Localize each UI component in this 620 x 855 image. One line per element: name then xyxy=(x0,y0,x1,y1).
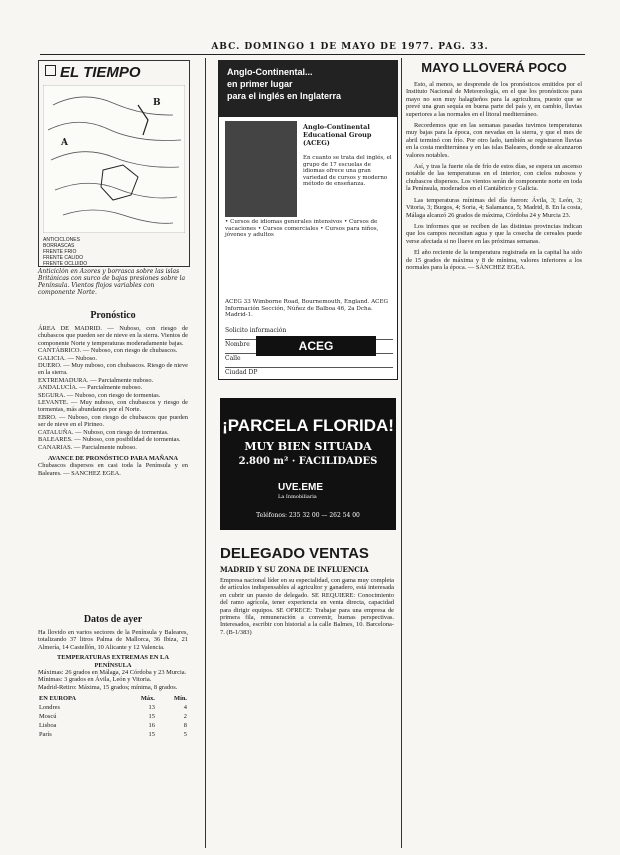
sales-ad xyxy=(218,545,396,830)
article-paragraph: Esto, al menos, se desprende de los pronósticos emitidos por el Instituto Nacional de Meteorología, en el que los pronósticos para mayo no son muy halagüeños para la agricultura, puesto que se prevé una gran sequía en buena parte del país y, en cambio, lluvias superiores a las normales en el litoral mediterráneo. xyxy=(406,81,582,118)
table-row: Lisboa 16 8 xyxy=(39,722,187,730)
parcela-ad-title: ¡PARCELA FLORIDA! xyxy=(222,416,394,435)
europe-table xyxy=(38,694,188,739)
legend-item: ANTICICLONES xyxy=(43,237,80,243)
column-rule-1 xyxy=(205,58,206,848)
article-title: MAYO LLOVERÁ POCO xyxy=(421,60,567,75)
aceg-ad-bullets: • Cursos de idiomas generales intensivos • Cursos de vacaciones • Cursos comerciales • Cursos para niños, jóvenes y adultos xyxy=(225,219,379,239)
page-header: ABC. DOMINGO 1 DE MAYO DE 1977. PAG. 33. xyxy=(211,42,489,52)
table-row: Londres 13 4 xyxy=(39,704,187,712)
temperatures-title: TEMPERATURAS EXTREMAS EN LA PENÍNSULA xyxy=(57,654,169,669)
legend-item: FRENTE FRIO xyxy=(43,249,77,255)
aceg-ad-title: para el inglés en Inglaterra xyxy=(227,91,342,101)
parcela-ad-tagline: La Inmobiliaria xyxy=(278,494,317,500)
weather-legend xyxy=(43,237,185,267)
article-paragraph: Así, y tras la fuerte ola de frío de estos días, se espera un ascenso notable de las temperaturas en el interior, con cielos nubosos y chubascos dispersos. Los vientos serán de componente norte en toda la Península, moderados en el Cantábrico y Galicia. xyxy=(406,163,582,193)
forecast-item: EXTREMADURA. — Parcialmente nuboso. xyxy=(38,376,154,384)
weather-caption: Anticiclón en Azores y borrasca sobre las islas Británicas con surco de bajas presiones sobre la Península. Vientos flojos variables con componente Norte. xyxy=(38,268,186,296)
legend-item: BORRASCAS xyxy=(43,243,75,249)
forecast-item: EBRO. — Nuboso, con riesgo de chubascos que pueden ser de nieve en el Pirineo. xyxy=(38,413,188,429)
aceg-ad-address: ACEG 33 Wimborne Road, Bournemouth, England. ACEG Información Sección, Núñez de Balboa 46, 2a Dcha. Madrid-1. xyxy=(225,299,389,319)
forecast-item: ANDALUCÍA. — Parcialmente nuboso. xyxy=(38,384,143,392)
aceg-form-row: Solicito información xyxy=(225,327,393,340)
aceg-ad-banner xyxy=(219,61,397,117)
sales-ad-subtitle: MADRID Y SU ZONA DE INFLUENCIA xyxy=(220,565,369,574)
article-paragraph: El año reciente de la temperatura registrada en la capital ha sido de 15 grados de máxima y 8 de mínima, valores inferiores a los normales para la época. — SÁNCHEZ EGEA. xyxy=(406,249,582,271)
temperatures-max: Máximas: 26 grados en Málaga, 24 Córdoba y 23 Murcia. xyxy=(38,669,187,677)
yesterday-section xyxy=(38,614,188,739)
advance-forecast-text: Chubascos dispersos en casi toda la Península y en Baleares. — SANCHEZ EGEA. xyxy=(38,462,188,477)
svg-text:A: A xyxy=(61,138,68,148)
legend-item: FRENTE CALIDO xyxy=(43,255,84,261)
forecast-item: CANTÁBRICO. — Nuboso, con riesgo de chubascos. xyxy=(38,347,178,355)
aceg-form-row: Nombre xyxy=(225,341,393,354)
temperatures-min: Mínimas: 3 grados en Ávila, León y Vitoria. xyxy=(38,676,152,684)
article-paragraph: Los informes que se reciben de las distintas provincias indican que los campos necesitan agua y que la cosecha de cereales puede verse afectada si no llueve en las próximas semanas. xyxy=(406,222,582,245)
parcela-ad-phones: Teléfonos: 235 32 00 — 262 54 00 xyxy=(256,512,360,519)
forecast-item: BALEARES. — Nuboso, con posibilidad de tormentas. xyxy=(38,436,181,444)
forecast-item: CATALUÑA. — Nuboso, con riesgo de tormentas. xyxy=(38,428,169,436)
parcela-ad-subtitle: MUY BIEN SITUADA xyxy=(244,440,372,453)
article-paragraph: Las temperaturas mínimas del día fueron: Ávila, 3; León, 3; Vitoria, 3; Burgos, 4; Soria, 4; Salamanca, 5; Madrid, 8. En la costa, Málaga alcanzó 26 grados de máxima, Córdoba 24 y Murcia 23. xyxy=(406,196,582,219)
temperatures-madrid: Madrid-Retiro: Máxima, 15 grados; mínima, 8 grados. xyxy=(38,683,178,691)
header-rule xyxy=(40,54,585,55)
forecast-item: CANARIAS. — Parcialmente nuboso. xyxy=(38,443,137,451)
legend-item: FRENTE OCLUIDO xyxy=(43,261,88,267)
aceg-ad-photo xyxy=(225,121,297,217)
parcela-ad-subtitle: 2.800 m² · FACILIDADES xyxy=(238,456,378,467)
parcela-ad-logo: UVE.EME xyxy=(278,482,324,493)
article-paragraph: Recordemos que en las semanas pasadas tuvimos temperaturas muy bajas para la época, con nevadas en la sierra, y que el mes de abril terminó con frío. Por otro lado, también se registraron lluvias en la costa mediterránea y en las islas Baleares, donde se alcanzaron valores notables. xyxy=(406,122,582,159)
svg-text:B: B xyxy=(153,98,161,108)
aceg-ad xyxy=(218,60,398,380)
forecast-item: SEGURA. — Nuboso, con riesgo de tormentas. xyxy=(38,391,161,399)
forecast-title: Pronóstico xyxy=(90,310,136,321)
weather-map xyxy=(43,85,185,233)
aceg-logo: ACEG xyxy=(256,336,376,356)
forecast-section xyxy=(38,310,188,477)
article-mayo xyxy=(406,60,582,271)
forecast-item: DUERO. — Muy nuboso, con chubascos. Riesgo de nieve en la sierra. xyxy=(38,362,188,377)
aceg-ad-title: Anglo-Continental... xyxy=(227,67,313,77)
forecast-item: GALICIA. — Nuboso. xyxy=(38,354,97,362)
forecast-list xyxy=(38,325,188,451)
sales-ad-title: DELEGADO VENTAS xyxy=(220,545,369,562)
aceg-form-row: Ciudad DP xyxy=(225,369,258,376)
table-row: Moscú 15 2 xyxy=(39,713,187,721)
column-rule-2 xyxy=(401,58,402,848)
sales-ad-text: Empresa nacional líder en su especialidad, con gama muy completa de artículos indispensables al agricultor y ganadero, está interesada en cubrir un puesto de delegado. SE REQUIERE: Conocimiento del ramo agrícola, tener experiencia en venta directa, capacidad para dirigir equipos. SE OFRECE: Trabajar para una empresa de primera fila, remuneración a convenir, buenas perspectivas. Interesados, escribir con historial a la calle Balmes, 10. Barcelona-7. (B-1/383) xyxy=(220,577,394,636)
parcela-ad xyxy=(220,398,396,530)
aceg-form-row: Calle xyxy=(225,355,393,368)
forecast-item: LEVANTE. — Muy nuboso, con chubascos y riesgo de tormentas, más abundantes por el Norte. xyxy=(38,399,188,414)
aceg-ad-title: en primer lugar xyxy=(227,79,293,89)
forecast-item: ÁREA DE MADRID. — Nuboso, con riesgo de chubascos que pueden ser de nieve en la sierra. Vientos de componente Norte y temperaturas moderadamente bajas. xyxy=(38,325,188,347)
yesterday-title: Datos de ayer xyxy=(83,614,143,625)
weather-box xyxy=(38,60,190,267)
aceg-ad-brand: Anglo-Continental Educational Group (ACEG) xyxy=(303,123,372,147)
advance-forecast-title: AVANCE DE PRONÓSTICO PARA MAÑANA xyxy=(48,454,178,462)
table-row: París 15 5 xyxy=(39,731,187,739)
weather-title: EL TIEMPO xyxy=(45,64,141,81)
yesterday-text: Ha llovido en varios sectores de la Península y Baleares, totalizando 37 litros Palma de Mallorca, 36 Ibiza, 21 Almería, 14 Castellón, 10 Alicante y 12 Valencia. xyxy=(38,629,188,651)
aceg-ad-text: En cuanto se trata del inglés, el grupo de 17 escuelas de idiomas ofrece una gran variedad de cursos y moderno método de enseñanza. xyxy=(303,155,392,188)
table-header: EN EUROPA Máx. Mín. xyxy=(39,695,187,703)
